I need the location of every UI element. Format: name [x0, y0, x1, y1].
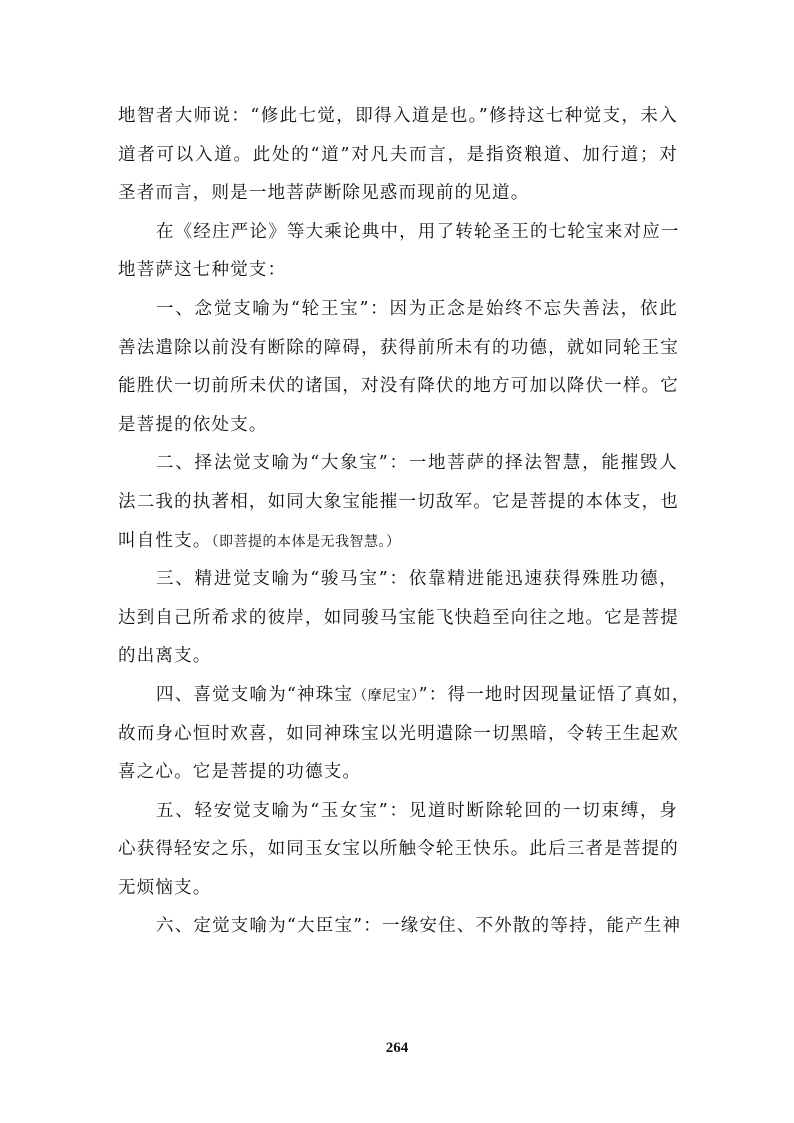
- text-line: 喜之心。它是菩提的功德支。: [118, 762, 362, 783]
- text-line: 达到自己所希求的彼岸，如同骏马宝能飞快趋至向往之地。它是菩提: [118, 607, 679, 628]
- inline-note: （即菩提的本体是无我智慧。）: [211, 533, 401, 550]
- text-line: 法二我的执著相，如同大象宝能摧一切敌军。它是菩提的本体支，也: [118, 491, 679, 512]
- paragraph-start-line: 三、精进觉支喻为“骏马宝”：依靠精进能迅速获得殊胜功德，: [156, 569, 678, 590]
- paragraph-start-line: 五、轻安觉支喻为“玉女宝”：见道时断除轮回的一切束缚，身: [156, 800, 678, 821]
- inline-note: （摩尼宝）: [353, 687, 419, 704]
- text-run: 四、喜觉支喻为“神珠宝: [156, 684, 354, 705]
- body-text: [118, 98, 691, 947]
- paragraph-start-line: [118, 677, 691, 713]
- text-run: ”：得一地时因现量证悟了真如，: [418, 684, 691, 705]
- text-line: 善法遣除以前没有断除的障碍，获得前所未有的功德，就如同轮王宝: [118, 337, 679, 358]
- text-line: 无烦恼支。: [118, 877, 212, 898]
- text-line: 的出离支。: [118, 646, 212, 667]
- text-line: 能胜伏一切前所未伏的诸国，对没有降伏的地方可加以降伏一样。它: [118, 376, 679, 397]
- paragraph-start-line: 一、念觉支喻为“轮王宝”：因为正念是始终不忘失善法，依此: [156, 298, 678, 319]
- paragraph-start-line: 六、定觉支喻为“大臣宝”：一缘安住、不外散的等持，能产生神: [156, 916, 682, 937]
- paragraph-start-line: 二、择法觉支喻为“大象宝”：一地菩萨的择法智慧，能摧毁人: [156, 453, 678, 474]
- text-run: 叫自性支。: [118, 530, 212, 551]
- text-line: 道者可以入道。此处的“道”对凡夫而言，是指资粮道、加行道；对: [118, 144, 678, 165]
- page-number: 264: [385, 1040, 409, 1056]
- text-line: [118, 523, 678, 559]
- text-line: 故而身心恒时欢喜，如同神珠宝以光明遣除一切黑暗，令转王生起欢: [118, 723, 679, 744]
- text-line: 地菩萨这七种觉支：: [118, 260, 287, 281]
- text-line: 地智者大师说：“修此七觉，即得入道是也。”修持这七种觉支，未入: [118, 106, 678, 126]
- text-line: 心获得轻安之乐，如同玉女宝以所触令轮王快乐。此后三者是菩提的: [118, 839, 679, 860]
- paragraph-start-line: 在《经庄严论》等大乘论典中，用了转轮圣王的七轮宝来对应一: [156, 221, 680, 242]
- text-line: 圣者而言，则是一地菩萨断除见惑而现前的见道。: [118, 183, 530, 204]
- text-line: 是菩提的依处支。: [118, 414, 268, 435]
